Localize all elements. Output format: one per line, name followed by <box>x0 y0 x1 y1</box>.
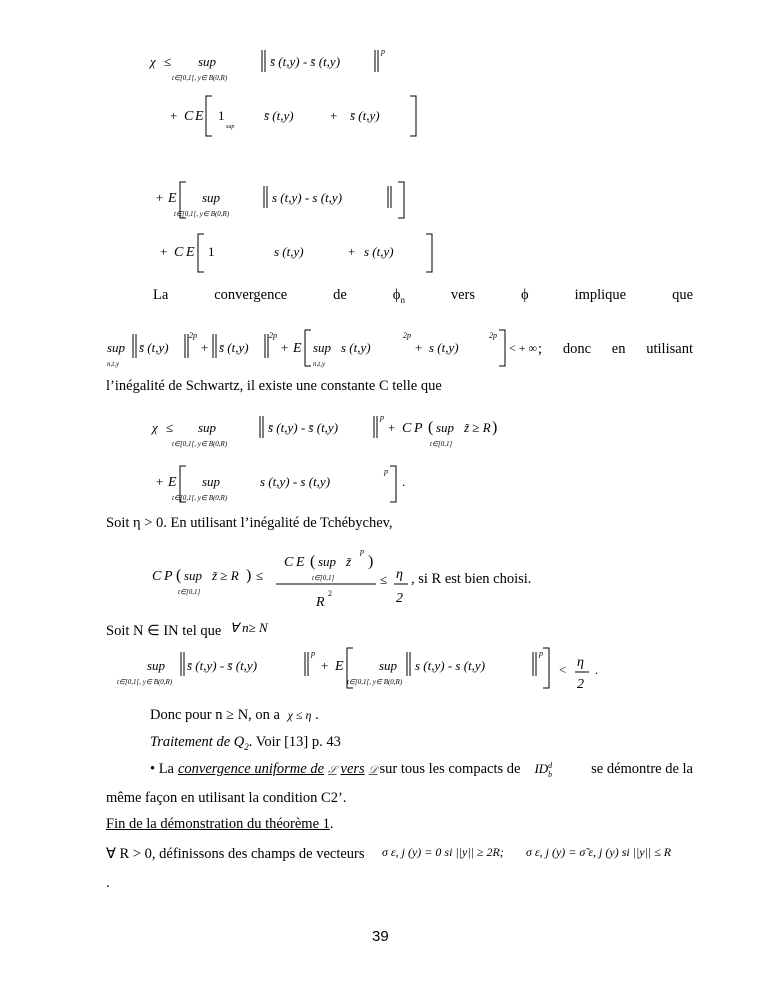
svg-text:2: 2 <box>577 677 584 692</box>
svg-text:t∈[0,1[, y∈ B(0,R): t∈[0,1[, y∈ B(0,R) <box>172 494 228 502</box>
svg-text:t∈[0,1]: t∈[0,1] <box>178 588 201 596</box>
svg-text:< + ∞: < + ∞ <box>509 341 538 355</box>
svg-text:η: η <box>577 655 584 670</box>
svg-text:): ) <box>492 419 498 436</box>
text-meme-facon: même façon en utilisant la condition C2’. <box>106 790 347 806</box>
text-donc-pour: Donc pour n ≥ N, on a χ ≤ η . <box>150 707 319 723</box>
svg-text:p: p <box>539 649 543 658</box>
svg-text:+: + <box>281 340 289 355</box>
sup-range: t∈[0,1[, y∈ B(0,R) <box>172 74 228 82</box>
equation-chi-first <box>140 42 440 142</box>
svg-text:2p: 2p <box>189 331 197 340</box>
svg-text:C: C <box>284 555 294 570</box>
svg-text:sup: sup <box>107 340 126 355</box>
svg-text:∀ n≥ N: ∀ n≥ N <box>230 620 268 635</box>
svg-text:s̄ (t,y) - s̄ (t,y): s̄ (t,y) - s̄ (t,y) <box>268 420 339 435</box>
svg-text:C: C <box>174 245 184 260</box>
svg-text:2p: 2p <box>269 331 277 340</box>
equation-sup-finite <box>105 326 545 370</box>
svg-text:(: ( <box>310 553 316 570</box>
svg-text:t∈[0,1[, y∈ B(0,R): t∈[0,1[, y∈ B(0,R) <box>172 440 228 448</box>
svg-text:.: . <box>595 662 599 677</box>
text-soit-eta: Soit η > 0. En utilisant l’inégalité de Tchébychev, <box>106 515 393 531</box>
word-en: en <box>611 341 626 357</box>
phi: ϕ <box>520 287 529 303</box>
svg-text:σ ε, j (y) = 0 si ||y|| ≥ 2R;: σ ε, j (y) = 0 si ||y|| ≥ 2R; <box>382 845 504 859</box>
svg-text:s (t,y) - s (t,y): s (t,y) - s (t,y) <box>415 658 486 673</box>
svg-text:1: 1 <box>208 244 215 259</box>
svg-text:s̄ (t,y) - s̄ (t,y): s̄ (t,y) - s̄ (t,y) <box>270 54 341 69</box>
svg-text:s (t,y): s (t,y) <box>274 244 304 259</box>
svg-text:E: E <box>168 191 177 206</box>
svg-text:P: P <box>414 421 423 436</box>
svg-text:E: E <box>335 659 344 674</box>
sup-operator: sup <box>198 54 217 69</box>
word-implique: implique <box>574 287 627 303</box>
svg-text:E: E <box>186 245 195 260</box>
svg-text:+: + <box>388 420 396 435</box>
svg-text:p: p <box>360 547 364 556</box>
svg-text:2p: 2p <box>403 331 411 340</box>
word-convergence: convergence <box>214 287 288 303</box>
svg-text:): ) <box>368 553 374 570</box>
svg-text:s (t,y): s (t,y) <box>341 340 371 355</box>
word-la: La <box>153 287 169 303</box>
svg-text:t∈[0,1[, y∈ B(0,R): t∈[0,1[, y∈ B(0,R) <box>347 678 403 686</box>
equation-chebyshev <box>150 542 410 612</box>
svg-text:(: ( <box>428 419 434 436</box>
svg-text:.: . <box>402 474 406 489</box>
le-symbol: ≤ <box>164 54 172 69</box>
svg-text:n,t,y: n,t,y <box>107 360 120 368</box>
svg-text:sup: sup <box>226 124 235 130</box>
svg-text:p: p <box>380 413 384 422</box>
svg-text:E: E <box>168 475 177 490</box>
svg-text:E: E <box>195 109 204 124</box>
svg-text:E: E <box>293 341 302 356</box>
svg-text:+: + <box>160 244 168 259</box>
svg-text:σ ε, j (y) = σ̃ ε, j (y) si: σ ε, j (y) = σ̃ ε, j (y) si ||y|| ≤ R <box>526 845 672 859</box>
svg-text:s̄ (t,y): s̄ (t,y) <box>219 340 249 355</box>
svg-text:sup: sup <box>436 420 455 435</box>
svg-text:s (t,y) - s (t,y): s (t,y) - s (t,y) <box>272 190 343 205</box>
word-donc: donc <box>562 341 591 357</box>
forall-n-ge-n <box>228 616 288 638</box>
svg-text:s (t,y) - s (t,y): s (t,y) - s (t,y) <box>260 474 331 489</box>
svg-text:C: C <box>184 109 194 124</box>
word-que: que <box>672 287 693 303</box>
svg-text:<: < <box>559 662 567 677</box>
svg-text:p: p <box>381 47 385 56</box>
svg-text:+: + <box>170 108 178 123</box>
svg-text:(: ( <box>176 567 182 584</box>
svg-text:E: E <box>296 555 305 570</box>
svg-text:≤: ≤ <box>166 420 174 435</box>
semicolon: ; <box>538 341 543 357</box>
svg-text:1: 1 <box>218 108 225 123</box>
svg-text:s̄ (t,y): s̄ (t,y) <box>139 340 169 355</box>
svg-text:s (t,y): s (t,y) <box>364 244 394 259</box>
svg-text:z̃ ≥ R: z̃ ≥ R <box>212 568 239 583</box>
text-dot: . <box>106 875 110 891</box>
svg-text:z̃ ≥ R: z̃ ≥ R <box>464 420 491 435</box>
svg-text:z̃: z̃ <box>346 554 352 569</box>
svg-text:p: p <box>311 649 315 658</box>
phi-n: $\phi_n$ <box>392 287 405 305</box>
svg-text:sup: sup <box>184 568 203 583</box>
text-line-convergence <box>153 286 693 309</box>
text-si-r: , si R est bien choisi. <box>411 571 532 587</box>
text-donc-en-utilisant <box>538 340 693 358</box>
svg-text:s̄ (t,y): s̄ (t,y) <box>350 108 380 123</box>
svg-text:): ) <box>246 567 252 584</box>
equation-second <box>148 178 448 278</box>
svg-text:+: + <box>330 108 338 123</box>
svg-text:+: + <box>415 340 423 355</box>
word-vers: vers <box>450 287 476 303</box>
text-fin-demo: Fin de la démonstration du théorème 1. <box>106 816 334 832</box>
word-de: de <box>333 287 347 303</box>
svg-text:sup: sup <box>147 658 166 673</box>
svg-text:sup: sup <box>198 420 217 435</box>
svg-text:+: + <box>156 474 164 489</box>
svg-text:s̄ (t,y): s̄ (t,y) <box>264 108 294 123</box>
svg-text:n,t,y: n,t,y <box>313 360 326 368</box>
svg-text:≤: ≤ <box>256 568 264 583</box>
equation-chi-second <box>140 408 500 504</box>
svg-text:P: P <box>164 569 173 584</box>
svg-text:2: 2 <box>396 591 403 606</box>
svg-text:2p: 2p <box>489 331 497 340</box>
svg-text:C: C <box>152 569 162 584</box>
svg-text:p: p <box>384 467 388 476</box>
word-utilisant: utilisant <box>646 341 693 357</box>
svg-text:≤: ≤ <box>380 572 388 587</box>
text-schwartz: l’inégalité de Schwartz, il existe une constante C telle que <box>106 378 442 394</box>
svg-text:η: η <box>396 567 403 582</box>
svg-text:C: C <box>402 421 412 436</box>
text-convergence-uniforme: • La convergence uniforme de 𝒮 vers 𝒟 sur tous les compacts de ID d b se démontre de la <box>150 761 693 780</box>
svg-text:s (t,y): s (t,y) <box>429 340 459 355</box>
sigma-definitions <box>380 836 700 864</box>
svg-text:R: R <box>316 595 325 610</box>
chi-symbol: χ <box>150 54 156 69</box>
svg-text:t∈[0,1[, y∈ B(0,R): t∈[0,1[, y∈ B(0,R) <box>117 678 173 686</box>
svg-text:+: + <box>321 658 329 673</box>
svg-text:2: 2 <box>328 589 332 598</box>
svg-text:+: + <box>156 190 164 205</box>
equation-n-ge-n <box>115 644 615 700</box>
text-traitement: Traitement de $Q_2$. Voir [13] p. 43 <box>150 734 341 752</box>
page-number: 39 <box>372 928 389 945</box>
svg-text:χ: χ <box>152 420 158 435</box>
svg-text:sup: sup <box>202 474 221 489</box>
svg-text:+: + <box>201 340 209 355</box>
svg-text:t∈[0,1[, y∈ B(0,R): t∈[0,1[, y∈ B(0,R) <box>174 210 230 218</box>
text-soit-n: Soit N ∈ IN tel que <box>106 623 222 639</box>
svg-text:sup: sup <box>379 658 398 673</box>
svg-text:+: + <box>348 244 356 259</box>
svg-text:t∈[0,1]: t∈[0,1] <box>312 574 335 582</box>
svg-text:sup: sup <box>313 340 332 355</box>
svg-text:sup: sup <box>318 554 337 569</box>
svg-text:t∈[0,1]: t∈[0,1] <box>430 440 453 448</box>
svg-text:sup: sup <box>202 190 221 205</box>
svg-text:s̄ (t,y) - s̄ (t,y): s̄ (t,y) - s̄ (t,y) <box>187 658 258 673</box>
text-forall-r: ∀ R > 0, définissons des champs de vecteurs <box>106 846 365 862</box>
